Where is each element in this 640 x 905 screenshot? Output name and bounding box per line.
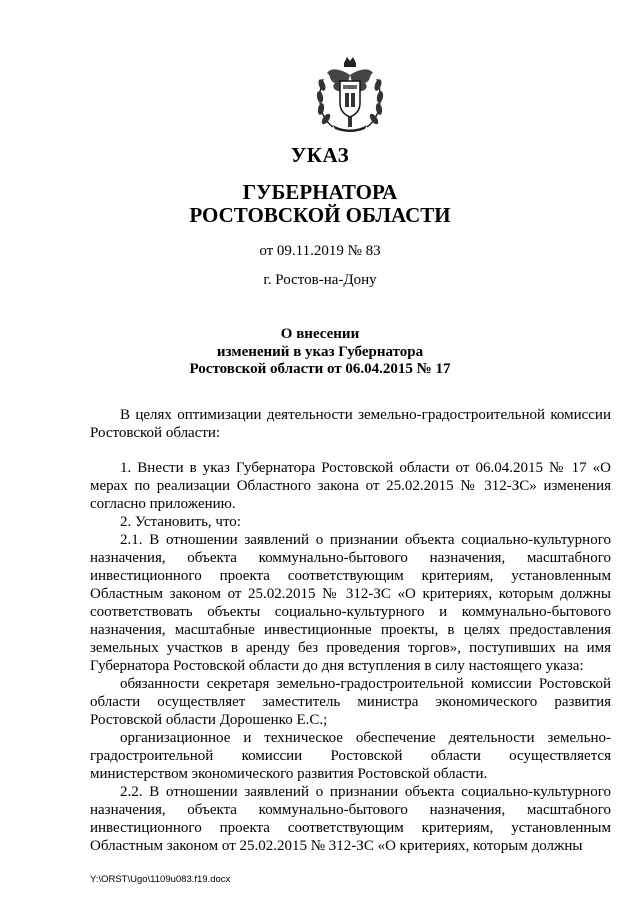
paragraph-1: 1. Внести в указ Губернатора Ростовской области от 06.04.2015 № 17 «О мерах по реализации Областного закона от 25.02.2015 № 312-ЗС» изменения согласно приложению. [90, 460, 611, 512]
issuer-line-1: ГУБЕРНАТОРА [242, 180, 398, 204]
date-number: от 09.11.2019 № 83 [259, 243, 381, 259]
document-subject [0, 326, 640, 379]
coat-of-arms-icon [313, 55, 387, 133]
subject-line-1: О внесении [280, 326, 360, 342]
paragraph-2-1-b: организационное и техническое обеспечение деятельности земельно-градостроительной комиссии Ростовской области осуществляется министерством экономического развития Ростовской области. [90, 730, 611, 782]
subject-line-2: изменений в указ Губернатора [216, 343, 424, 360]
paragraph-2-1-a: обязанности секретаря земельно-градостроительной комиссии Ростовской области осуществляет заместитель министра экономического развития Ростовской области Дорошенко Е.С.; [90, 676, 611, 728]
document-type: УКАЗ [290, 143, 350, 167]
issuer-line-2: РОСТОВСКОЙ ОБЛАСТИ [189, 203, 451, 227]
paragraph-2-1: 2.1. В отношении заявлений о признании объекта социально-культурного назначения, объекта коммунально-бытового назначения, масштабного инвестиционного проекта соответствующим критериям, установленным Областным законом от 25.02.2015 № 312-ЗС «О критериях, которым должны соответствовать объекты социально-культурного и коммунально-бытового назначения, масштабные инвестиционные проекты, в целях предоставления земельных участков в аренду без проведения торгов», поступивших на имя Губернатора Ростовской области до дня вступления в силу настоящего указа: [90, 532, 611, 674]
paragraph-2-2: 2.2. В отношении заявлений о признании объекта социально-культурного назначения, объекта коммунально-бытового назначения, масштабного инвестиционного проекта соответствующим критериям, установленным Областным законом от 25.02.2015 № 312-ЗС «О критериях, которым должны [90, 784, 611, 854]
city: г. Ростов-на-Дону [263, 272, 377, 288]
preamble-paragraph: В целях оптимизации деятельности земельно-градостроительной комиссии Ростовской области: [90, 407, 611, 441]
subject-line-3: Ростовской области от 06.04.2015 № 17 [189, 361, 451, 377]
paragraph-2: 2. Установить, что: [120, 514, 241, 530]
file-path-footer: Y:\ORST\Ugo\1109u083.f19.docx [90, 874, 231, 885]
document-body [90, 406, 611, 855]
